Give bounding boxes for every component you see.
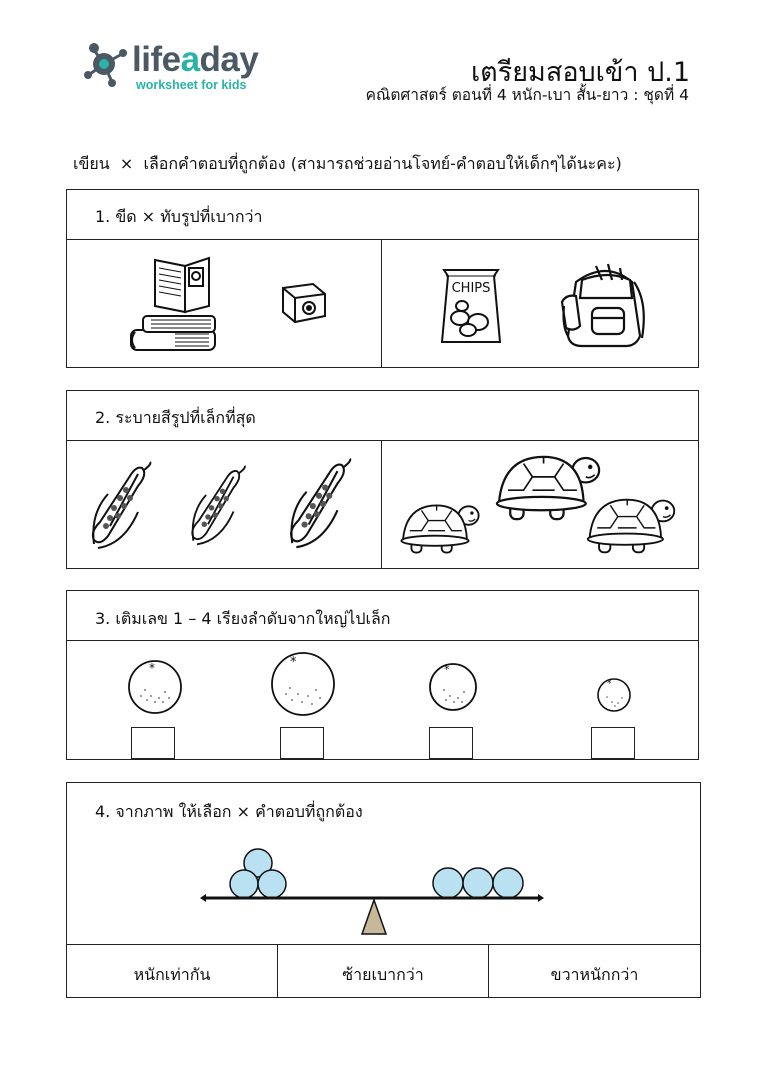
svg-text:*: * <box>290 655 297 670</box>
page-title: เตรียมสอบเข้า ป.1 <box>470 57 690 88</box>
option-equal-weight[interactable]: หนักเท่ากัน <box>133 965 211 984</box>
corn-icon[interactable] <box>284 456 356 552</box>
balance-scale <box>196 846 548 938</box>
q1-left-option[interactable] <box>67 240 380 367</box>
question-4-title: 4. จากภาพ ให้เลือก × คำตอบที่ถูกต้อง <box>95 802 363 821</box>
books-icon[interactable] <box>125 254 221 354</box>
corn-icon[interactable] <box>86 460 156 552</box>
pencil-sharpener-icon[interactable] <box>279 280 329 326</box>
question-1-title: 1. ขีด × ทับรูปที่เบากว่า <box>95 207 263 226</box>
svg-text:*: * <box>607 679 612 689</box>
answer-box-4[interactable] <box>591 727 635 759</box>
divider <box>66 944 701 945</box>
orange-icon <box>426 660 480 712</box>
divider <box>66 440 699 441</box>
instruction-text: เขียน × เลือกคำตอบที่ถูกต้อง (สามารถช่วยอ่านโจทย์-คำตอบให้เด็กๆได้นะคะ) <box>73 154 622 173</box>
backpack-icon[interactable] <box>558 262 650 350</box>
corn-icon[interactable] <box>186 462 250 550</box>
ball-icon <box>433 868 463 898</box>
svg-text:*: * <box>149 661 155 675</box>
turtle-icon[interactable] <box>584 492 678 560</box>
option-right-heavier[interactable]: ขวาหนักกว่า <box>550 965 639 984</box>
orange-icon <box>595 676 633 712</box>
ball-icon <box>258 870 286 898</box>
logo-wordmark <box>132 40 258 80</box>
divider <box>66 640 699 641</box>
left-balls <box>230 849 286 898</box>
svg-text:*: * <box>444 663 450 676</box>
ball-icon <box>463 868 493 898</box>
logo-text-a: a <box>180 40 200 79</box>
chips-bag-icon[interactable] <box>438 266 504 346</box>
ball-icon <box>230 870 258 898</box>
chips-label: CHIPS <box>451 281 491 296</box>
turtle-icon[interactable] <box>398 498 482 560</box>
answer-box-1[interactable] <box>131 727 175 759</box>
orange-icon <box>125 658 185 714</box>
question-2-title: 2. ระบายสีรูปที่เล็กที่สุด <box>95 408 256 427</box>
answer-box-2[interactable] <box>280 727 324 759</box>
right-balls <box>433 868 523 898</box>
logo-molecule-icon <box>82 40 134 88</box>
logo <box>82 40 272 94</box>
logo-text-life: life <box>132 40 181 79</box>
answer-box-3[interactable] <box>429 727 473 759</box>
divider <box>381 440 382 569</box>
question-3-title: 3. เติมเลข 1 – 4 เรียงลำดับจากใหญ่ไปเล็ก <box>95 609 391 628</box>
logo-text-day: day <box>199 40 259 79</box>
fulcrum-icon <box>362 900 386 934</box>
q1-right-option[interactable] <box>382 240 698 367</box>
ball-icon <box>493 868 523 898</box>
option-left-lighter[interactable]: ซ้ายเบากว่า <box>342 965 424 984</box>
logo-tagline: worksheet for kids <box>136 78 247 92</box>
orange-icon <box>268 650 338 716</box>
page-subtitle: คณิตศาสตร์ ตอนที่ 4 หนัก-เบา สั้น-ยาว : ชุดที่ 4 <box>365 86 689 104</box>
